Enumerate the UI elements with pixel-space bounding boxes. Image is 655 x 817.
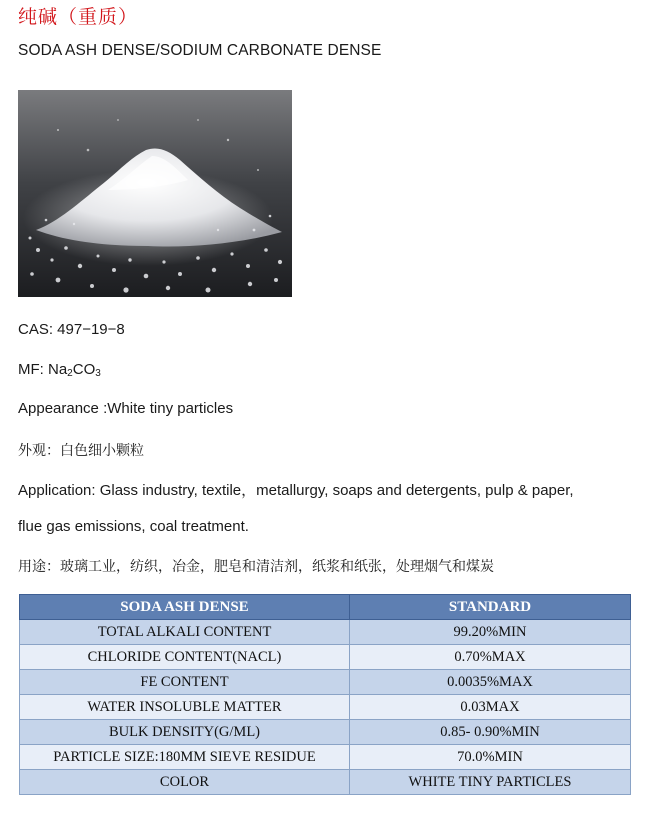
spec-item: WATER INSOLUBLE MATTER: [20, 695, 350, 720]
spec-standard: 0.03MAX: [350, 695, 631, 720]
application-text-line1: Application: Glass industry, textile，metallurgy, soaps and detergents, pulp & paper,: [18, 482, 574, 499]
page-title-en: SODA ASH DENSE/SODIUM CARBONATE DENSE: [18, 42, 382, 59]
spec-standard: 70.0%MIN: [350, 745, 631, 770]
soda-ash-powder-pile-image: [18, 90, 292, 297]
table-row: [20, 720, 631, 745]
spec-standard: 99.20%MIN: [350, 620, 631, 645]
table-row: [20, 645, 631, 670]
column-header-standard: STANDARD: [350, 595, 631, 620]
specification-table: [19, 594, 631, 795]
application-text-line2: flue gas emissions, coal treatment.: [18, 518, 249, 535]
table-row: [20, 770, 631, 795]
column-header-item: SODA ASH DENSE: [20, 595, 350, 620]
cas-number: CAS: 497−19−8: [18, 321, 125, 338]
spec-standard: 0.0035%MAX: [350, 670, 631, 695]
spec-standard: 0.70%MAX: [350, 645, 631, 670]
spec-item: BULK DENSITY(G/ML): [20, 720, 350, 745]
formula-subscript-3: 3: [95, 368, 101, 379]
formula-co: CO: [72, 361, 96, 378]
table-header-row: [20, 595, 631, 620]
formula-subscript-2: 2: [67, 368, 73, 379]
spec-item: FE CONTENT: [20, 670, 350, 695]
spec-standard: 0.85- 0.90%MIN: [350, 720, 631, 745]
formula-prefix: MF: Na: [18, 361, 68, 378]
appearance-text-cn: 外观：白色细小颗粒: [18, 443, 144, 459]
application-text-cn: 用途：玻璃工业，纺织，冶金，肥皂和清洁剂，纸浆和纸张，处理烟气和煤炭: [18, 559, 494, 575]
table-row: [20, 745, 631, 770]
spec-item: COLOR: [20, 770, 350, 795]
table-row: [20, 695, 631, 720]
spec-item: PARTICLE SIZE:180MM SIEVE RESIDUE: [20, 745, 350, 770]
table-row: [20, 620, 631, 645]
table-row: [20, 670, 631, 695]
spec-item: TOTAL ALKALI CONTENT: [20, 620, 350, 645]
appearance-text: Appearance :White tiny particles: [18, 400, 234, 417]
spec-item: CHLORIDE CONTENT(NACL): [20, 645, 350, 670]
page-title-cn: 纯碱（重质）: [18, 6, 139, 28]
spec-standard: WHITE TINY PARTICLES: [350, 770, 631, 795]
molecular-formula: [18, 361, 101, 379]
